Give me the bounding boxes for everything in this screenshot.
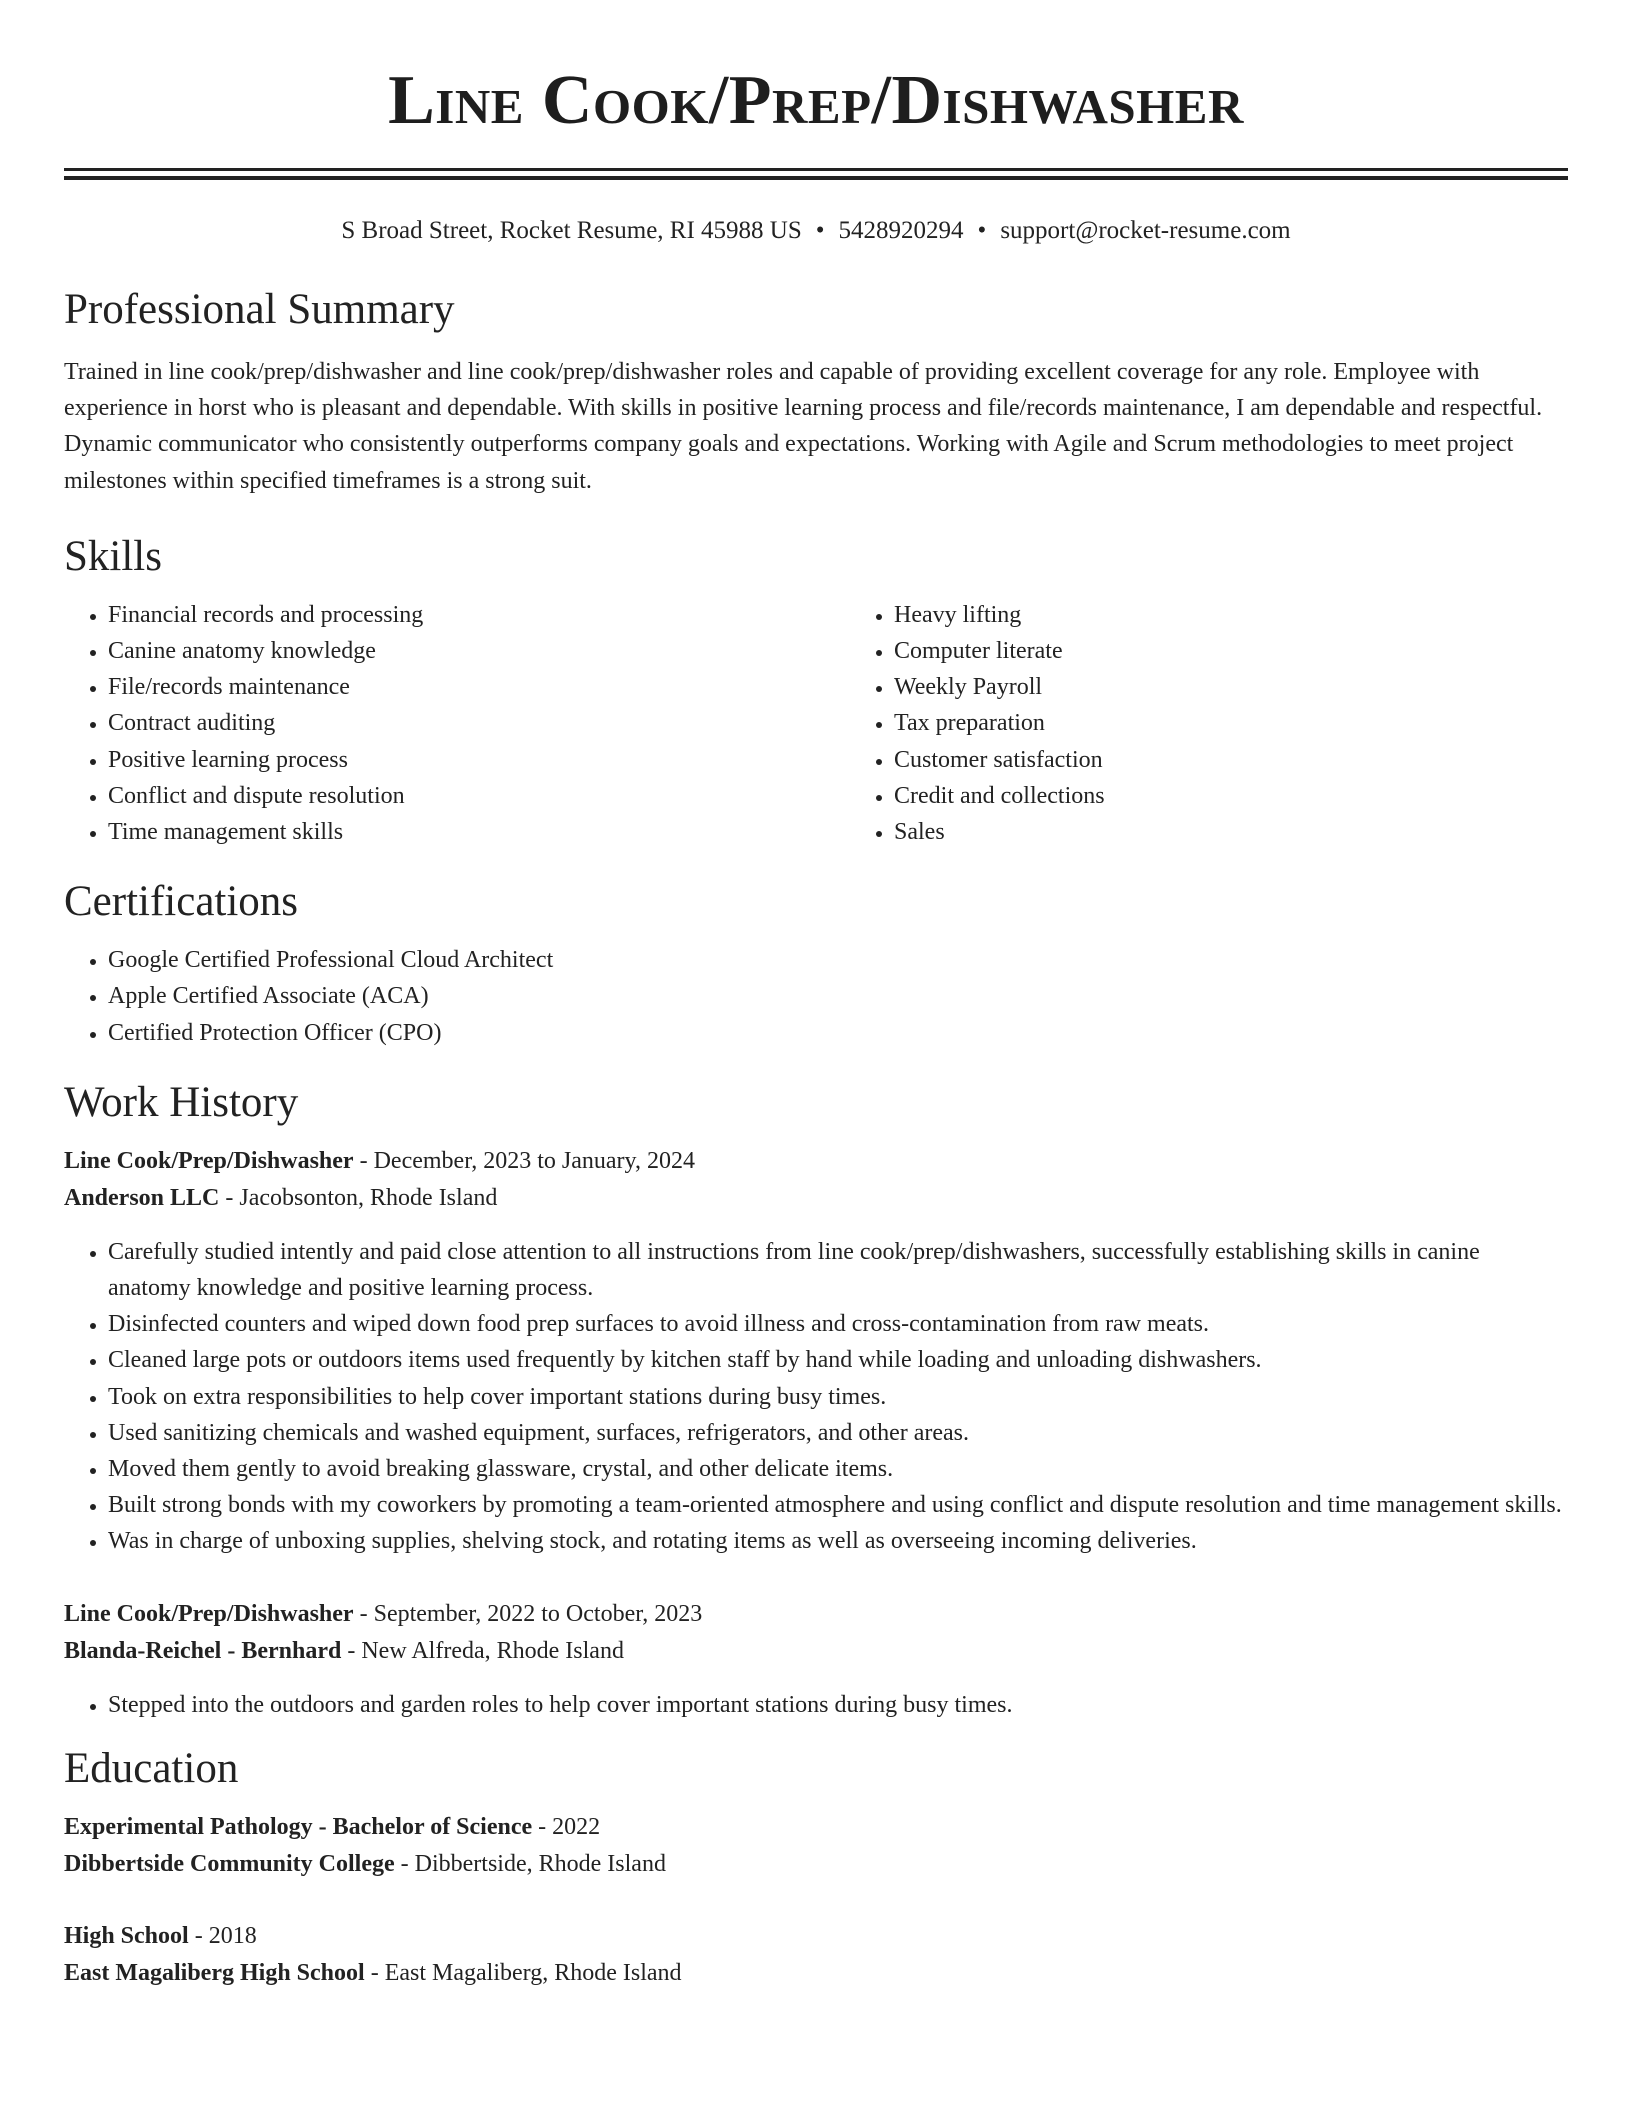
education-degree: High School	[64, 1922, 189, 1949]
education-school-line: East Magaliberg High School - East Magaliberg, Rhode Island	[64, 1960, 682, 1987]
education-entry	[64, 1918, 1568, 1993]
skills-section	[64, 531, 1568, 850]
job-company: Blanda-Reichel - Bernhard	[64, 1638, 342, 1665]
summary-heading: Professional Summary	[64, 286, 455, 333]
job-entry	[64, 1143, 1568, 1560]
certification-item: • Google Certified Professional Cloud Architect	[108, 942, 1568, 978]
job-bullet: • Took on extra responsibilities to help cover important stations during busy times.	[108, 1379, 1568, 1415]
job-location: Jacobsonton, Rhode Island	[239, 1185, 498, 1212]
job-bullet: • Disinfected counters and wiped down food prep surfaces to avoid illness and cross-contamination from raw meats.	[108, 1306, 1568, 1342]
job-title: Line Cook/Prep/Dishwasher	[64, 1600, 354, 1627]
certification-item: • Certified Protection Officer (CPO)	[108, 1015, 1568, 1051]
skill-item: • Computer literate	[894, 633, 1568, 669]
job-location: New Alfreda, Rhode Island	[361, 1638, 624, 1665]
education-heading: Education	[64, 1744, 239, 1792]
education-location: Dibbertside, Rhode Island	[414, 1851, 666, 1878]
job-bullet: • Cleaned large pots or outdoors items used frequently by kitchen staff by hand while loading and unloading dishwashers.	[108, 1342, 1568, 1378]
education-school-line: Dibbertside Community College - Dibbertside, Rhode Island	[64, 1851, 666, 1878]
job-title-line: Line Cook/Prep/Dishwasher - September, 2022 to October, 2023	[64, 1600, 703, 1627]
skill-item: • Positive learning process	[108, 742, 850, 778]
education-year: 2018	[208, 1922, 257, 1949]
job-bullet: • Carefully studied intently and paid close attention to all instructions from line cook/prep/dishwashers, successfully establishing skills in canine anatomy knowledge and positive learning process.	[108, 1234, 1568, 1306]
skill-item: • Heavy lifting	[894, 597, 1568, 633]
skill-item: • Weekly Payroll	[894, 669, 1568, 705]
skills-grid	[64, 597, 1568, 850]
education-year: 2022	[552, 1813, 601, 1840]
education-location: East Magaliberg, Rhode Island	[384, 1960, 682, 1987]
education-degree: Experimental Pathology - Bachelor of Science	[64, 1813, 533, 1840]
certifications-list	[64, 942, 1568, 1051]
job-company-line: Blanda-Reichel - Bernhard - New Alfreda, Rhode Island	[64, 1638, 624, 1665]
skills-list-right	[850, 597, 1568, 850]
skill-item: • Conflict and dispute resolution	[108, 778, 850, 814]
job-bullet: • Was in charge of unboxing supplies, shelving stock, and rotating items as well as overseeing incoming deliveries.	[108, 1523, 1568, 1559]
job-entry	[64, 1596, 1568, 1723]
job-dates: December, 2023 to January, 2024	[373, 1147, 695, 1174]
education-degree-line: High School - 2018	[64, 1922, 257, 1949]
skill-item: • Credit and collections	[894, 778, 1568, 814]
education-section	[64, 1743, 1568, 1993]
job-company-line: Anderson LLC - Jacobsonton, Rhode Island	[64, 1185, 498, 1212]
contact-line	[64, 214, 1568, 248]
work-history-heading: Work History	[64, 1078, 299, 1126]
certifications-section	[64, 876, 1568, 1051]
job-title: Line Cook/Prep/Dishwasher	[64, 1147, 354, 1174]
education-degree-line: Experimental Pathology - Bachelor of Science - 2022	[64, 1813, 601, 1840]
skill-item: • Sales	[894, 814, 1568, 850]
skills-list-left	[64, 597, 850, 850]
contact-phone: 5428920294	[838, 217, 964, 244]
skill-item: • Customer satisfaction	[894, 742, 1568, 778]
title-divider	[64, 168, 1568, 180]
summary-section	[64, 284, 1568, 499]
certifications-heading: Certifications	[64, 878, 299, 926]
contact-separator: •	[977, 217, 987, 244]
education-school: Dibbertside Community College	[64, 1851, 395, 1878]
job-bullets	[64, 1687, 1568, 1723]
skill-item: • Canine anatomy knowledge	[108, 633, 850, 669]
work-history-section	[64, 1077, 1568, 1723]
skill-item: • Time management skills	[108, 814, 850, 850]
job-bullets	[64, 1234, 1568, 1560]
contact-separator: •	[815, 217, 825, 244]
skill-item: • Contract auditing	[108, 705, 850, 741]
education-school: East Magaliberg High School	[64, 1960, 365, 1987]
job-bullet: • Stepped into the outdoors and garden roles to help cover important stations during busy times.	[108, 1687, 1568, 1723]
contact-email: support@rocket-resume.com	[1000, 217, 1291, 244]
contact-address: S Broad Street, Rocket Resume, RI 45988 US	[341, 217, 802, 244]
job-bullet: • Built strong bonds with my coworkers by promoting a team-oriented atmosphere and using conflict and dispute resolution and time management skills.	[108, 1487, 1568, 1523]
resume-title: Line Cook/Prep/Dishwasher	[388, 62, 1244, 139]
skill-item: • Financial records and processing	[108, 597, 850, 633]
skill-item: • File/records maintenance	[108, 669, 850, 705]
summary-text: Trained in line cook/prep/dishwasher and line cook/prep/dishwasher roles and capable of providing excellent coverage for any role. Employee with experience in horst who is pleasant and dependable. With skills in positive learning process and file/records maintenance, I am dependable and respectful. Dynamic communicator who consistently outperforms company goals and expectations. Working with Agile and Scrum methodologies to meet project milestones within specified timeframes is a strong suit.	[64, 359, 1543, 494]
job-dates: September, 2022 to October, 2023	[373, 1600, 703, 1627]
education-entry	[64, 1809, 1568, 1884]
job-bullet: • Moved them gently to avoid breaking glassware, crystal, and other delicate items.	[108, 1451, 1568, 1487]
skill-item: • Tax preparation	[894, 705, 1568, 741]
job-title-line: Line Cook/Prep/Dishwasher - December, 2023 to January, 2024	[64, 1147, 695, 1174]
skills-heading: Skills	[64, 532, 162, 580]
job-bullet: • Used sanitizing chemicals and washed equipment, surfaces, refrigerators, and other areas.	[108, 1415, 1568, 1451]
job-company: Anderson LLC	[64, 1185, 220, 1212]
certification-item: • Apple Certified Associate (ACA)	[108, 978, 1568, 1014]
